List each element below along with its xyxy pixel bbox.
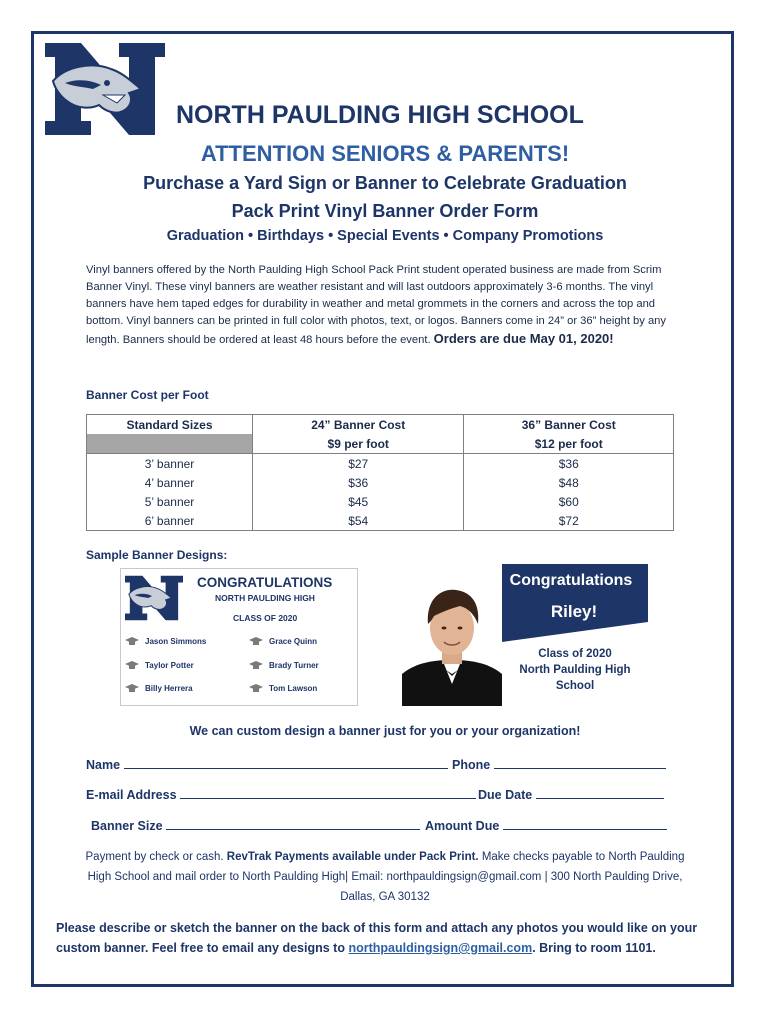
payment-methods: Payment by check or cash. [85,851,224,863]
graduation-cap-icon [125,684,139,693]
graduate-photo-icon [402,564,502,706]
table-cell: $48 [464,473,674,492]
table-header-cell: Standard Sizes [87,415,253,435]
sample-banner-riley [402,564,648,706]
banner-size-input[interactable] [166,817,420,830]
table-cell: $36 [252,473,463,492]
table-row [87,511,674,531]
banner-school-line: North Paulding High [519,664,631,676]
table-cell: $36 [464,454,674,474]
order-due-notice: Orders are due May 01, 2020! [433,331,614,346]
mailing-info: Make checks payable to North Paulding High School and mail order to North Paulding High| Email: northpauldingsign@gmail.com | 300 North Paulding Drive, Dallas, GA 30132 [87,851,685,903]
school-logo-icon [45,43,165,135]
graduate-name: Taylor Potter [125,661,194,670]
graduate-name: Brady Turner [249,661,319,670]
graduation-cap-icon [249,637,263,646]
cost-table [86,414,674,531]
school-name-heading: NORTH PAULDING HIGH SCHOOL [176,101,584,129]
table-cell [87,434,253,454]
table-cell: $72 [464,511,674,531]
intro-paragraph [86,262,688,349]
table-per-foot-row [87,434,674,454]
banner-title: CONGRATULATIONS [197,575,333,590]
banner-title: Congratulations [509,572,633,589]
graduation-cap-icon [125,661,139,670]
banner-size-field-label: Banner Size [91,817,420,833]
table-cell: $54 [252,511,463,531]
email-link[interactable]: northpauldingsign@gmail.com [348,941,533,955]
banner-school: NORTH PAULDING HIGH [215,593,315,603]
graduation-cap-icon [249,684,263,693]
graduate-name: Grace Quinn [249,637,317,646]
banner-class: CLASS OF 2020 [233,613,298,623]
footer-instructions: Please describe or sketch the banner on the back of this form and attach any photos you would like on your custom banner. Feel free to email any designs to northpauldingsign@gmail.com. Bring to room 1101. [56,921,698,955]
due-date-input[interactable] [536,786,664,799]
banner-graduate-name: Riley! [550,602,598,621]
phone-input[interactable] [494,756,666,769]
table-row [87,492,674,511]
table-cell: 5’ banner [87,492,253,511]
table-cell: 4’ banner [87,473,253,492]
table-cell: $27 [252,454,463,474]
email-field-label: E-mail Address [86,786,476,802]
amount-due-input[interactable] [503,817,667,830]
attention-heading: ATTENTION SENIORS & PARENTS! [200,141,570,166]
table-cell: $45 [252,492,463,511]
amount-due-field-label: Amount Due [425,817,667,833]
purchase-subtitle: Purchase a Yard Sign or Banner to Celebrate Graduation [143,173,627,193]
graduate-name: Billy Herrera [125,684,193,693]
sample-designs-label: Sample Banner Designs: [86,548,228,562]
table-header-row [87,415,674,435]
revtrak-note: RevTrak Payments available under Pack Print. [226,851,479,863]
name-field-label: Name [86,756,448,772]
name-input[interactable] [124,756,448,769]
graduate-name: Jason Simmons [125,637,206,646]
email-input[interactable] [180,786,476,799]
cost-table-label: Banner Cost per Foot [86,388,209,402]
table-cell: $12 per foot [464,434,674,454]
occasions-line: Graduation • Birthdays • Special Events • Company Promotions [166,228,604,244]
banner-school-line: School [555,680,595,692]
graduation-cap-icon [125,637,139,646]
table-cell: $60 [464,492,674,511]
due-date-field-label: Due Date [478,786,664,802]
table-cell: 6’ banner [87,511,253,531]
order-form-subtitle: Pack Print Vinyl Banner Order Form [231,201,539,221]
banner-class-line: Class of 2020 [538,648,612,660]
table-row [87,473,674,492]
custom-design-note: We can custom design a banner just for you or your organization! [189,724,581,738]
table-header-cell: 24” Banner Cost [252,415,463,435]
sample-banner-congratulations [120,568,358,706]
graduation-cap-icon [249,661,263,670]
table-cell: $9 per foot [252,434,463,454]
table-cell: 3’ banner [87,454,253,474]
payment-info [80,847,690,907]
school-logo-icon [125,574,183,622]
intro-text: Vinyl banners offered by the North Paulding High School Pack Print student operated business are made from Scrim Banner Vinyl. These vinyl banners are weather resistant and will last outdoors approximately 3-6 months. The vinyl banners have hem taped edges for durability in weather and metal grommets in the corners and across the top and bottom. Vinyl banners can be printed in full color with photos, text, or logos. Banners come in 24” or 36” height by any length. Banners should be ordered at least 48 hours before the event. [86,264,667,346]
table-header-cell: 36” Banner Cost [464,415,674,435]
table-row [87,454,674,474]
phone-field-label: Phone [452,756,666,772]
graduate-name: Tom Lawson [249,684,317,693]
